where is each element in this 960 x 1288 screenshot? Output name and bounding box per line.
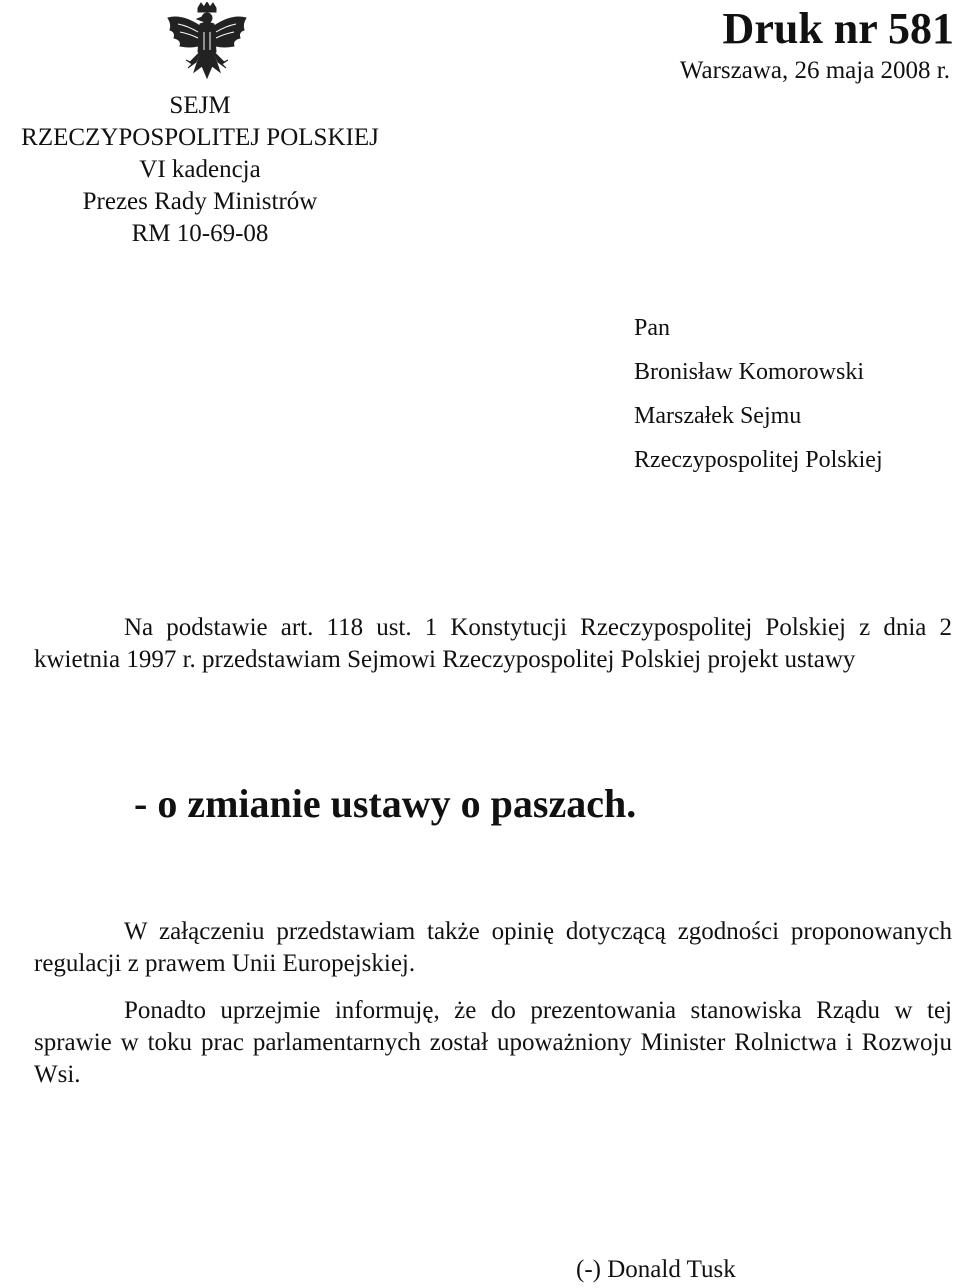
addressee-line: Pan xyxy=(634,315,670,341)
polish-eagle-emblem-icon xyxy=(162,2,252,84)
addressee-block xyxy=(634,306,883,482)
header-line: Prezes Rady Ministrów xyxy=(82,188,318,215)
header-line: VI kadencja xyxy=(139,156,261,183)
header-line: RZECZYPOSPOLITEJ POLSKIEJ xyxy=(21,124,379,151)
addressee-line: Rzeczypospolitej Polskiej xyxy=(634,447,883,473)
attachment-paragraph: W załączeniu przedstawiam także opinię dotyczącą zgodności proponowanych regulacji z prawem Unii Europejskiej. xyxy=(34,918,952,977)
place-date: Warszawa, 26 maja 2008 r. xyxy=(679,57,950,84)
header-line: SEJM xyxy=(169,92,231,119)
header-line: RM 10-69-08 xyxy=(131,220,269,247)
signature: (-) Donald Tusk xyxy=(576,1256,736,1283)
addressee-line: Marszałek Sejmu xyxy=(634,403,802,429)
sender-header xyxy=(0,90,400,250)
addressee-line: Bronisław Komorowski xyxy=(634,359,864,385)
bill-title: - o zmianie ustawy o paszach. xyxy=(134,781,637,826)
representative-paragraph: Ponadto uprzejmie informuję, że do prezentowania stanowiska Rządu w tej sprawie w toku prac parlamentarnych został upoważniony Minister Rolnictwa i Rozwoju Wsi. xyxy=(34,997,952,1088)
intro-paragraph: Na podstawie art. 118 ust. 1 Konstytucji Rzeczypospolitej Polskiej z dnia 2 kwietnia 1997 r. przedstawiam Sejmowi Rzeczypospolitej Polskiej projekt ustawy xyxy=(34,614,952,673)
document-number: Druk nr 581 xyxy=(722,4,954,53)
